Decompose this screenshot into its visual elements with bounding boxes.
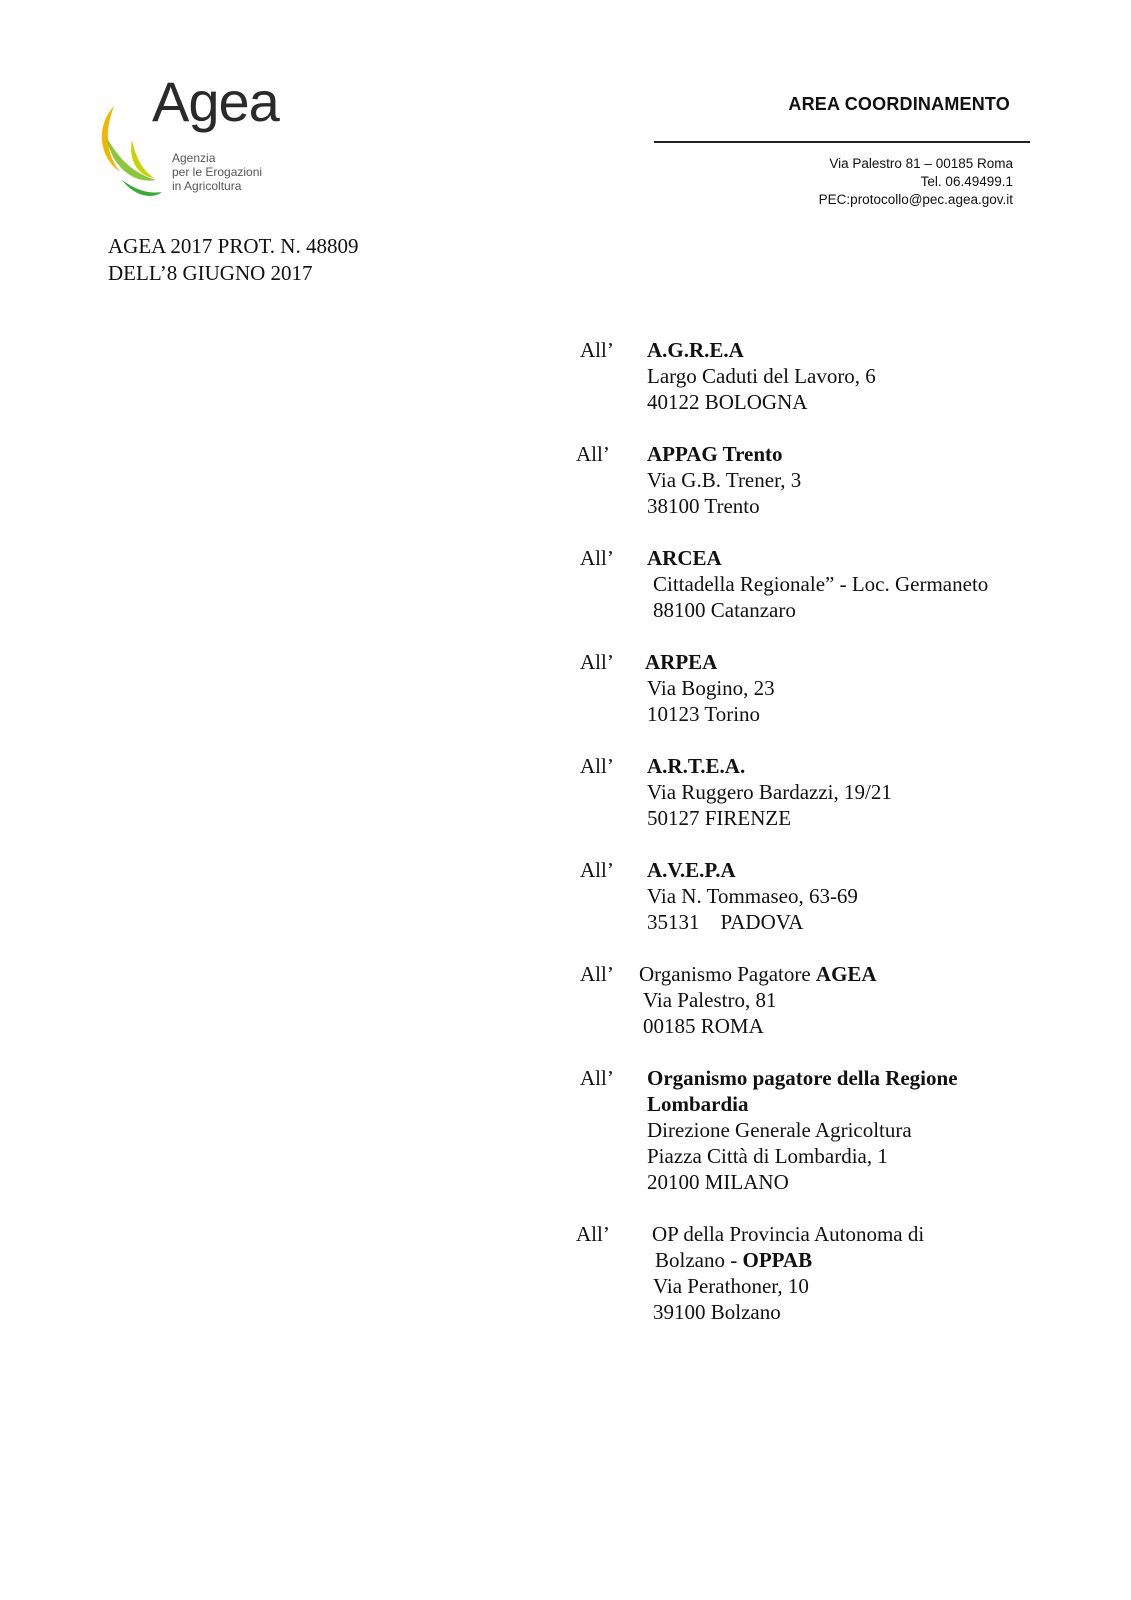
recipient-address: Via G.B. Trener, 3 <box>647 468 802 492</box>
recipient-artea <box>560 753 1080 831</box>
recipient-agea <box>560 961 1080 1039</box>
recipient-address: Via Bogino, 23 <box>647 676 775 700</box>
recipient-address: Via Perathoner, 10 <box>653 1274 809 1298</box>
recipient-agrea <box>560 337 1080 415</box>
recipient-city: 39100 Bolzano <box>653 1300 781 1324</box>
contact-block <box>819 155 1013 209</box>
contact-pec: PEC:protocollo@pec.agea.gov.it <box>818 192 1013 207</box>
recipient-city: 35131 PADOVA <box>647 910 804 934</box>
recipient-name-prefix: Organismo Pagatore <box>639 962 816 986</box>
recipient-name: ARPEA <box>645 650 718 674</box>
recipient-prefix: All’ <box>576 442 610 466</box>
recipient-prefix: All’ <box>576 1222 610 1246</box>
recipient-avepa <box>560 857 1080 935</box>
recipient-name: A.R.T.E.A. <box>647 754 746 778</box>
recipient-list <box>560 337 1080 1351</box>
recipient-city: 88100 Catanzaro <box>653 598 796 622</box>
logo-subtitle-line: per le Erogazioni <box>172 165 263 179</box>
recipient-prefix: All’ <box>580 1066 614 1090</box>
protocol-line: AGEA 2017 PROT. N. 48809 <box>108 234 359 258</box>
recipient-address: Via N. Tommaseo, 63-69 <box>647 884 858 908</box>
recipient-name-prefix: OP della Provincia Autonoma di <box>652 1222 925 1246</box>
recipient-address: Cittadella Regionale” - Loc. Germaneto <box>653 572 989 596</box>
header-divider <box>654 141 1030 143</box>
contact-address: Via Palestro 81 – 00185 Roma <box>829 156 1013 171</box>
logo-subtitle-line: Agenzia <box>172 151 216 165</box>
recipient-oppab <box>560 1221 1080 1325</box>
agea-logo <box>92 70 279 206</box>
recipient-name: OPPAB <box>742 1248 813 1272</box>
recipient-address: Via Ruggero Bardazzi, 19/21 <box>647 780 892 804</box>
logo-subtitle <box>172 151 262 193</box>
recipient-prefix: All’ <box>580 962 614 986</box>
logo-subtitle-line: in Agricoltura <box>172 179 242 193</box>
recipient-prefix: All’ <box>580 754 614 778</box>
recipient-name: AGEA <box>815 962 877 986</box>
recipient-appag <box>560 441 1080 519</box>
recipient-name: A.G.R.E.A <box>647 338 744 362</box>
recipient-prefix: All’ <box>580 650 614 674</box>
recipient-city: 20100 MILANO <box>647 1170 789 1194</box>
recipient-address: Via Palestro, 81 <box>643 988 777 1012</box>
area-title: AREA COORDINAMENTO <box>788 94 1010 114</box>
recipient-arpea <box>560 649 1080 727</box>
recipient-name: A.V.E.P.A <box>647 858 736 882</box>
protocol-date: DELL’8 GIUGNO 2017 <box>108 261 313 285</box>
recipient-name-prefix-2: Bolzano - <box>655 1248 743 1272</box>
recipient-name-line <box>652 1247 1080 1273</box>
recipient-city: 40122 BOLOGNA <box>647 390 808 414</box>
recipient-prefix: All’ <box>580 858 614 882</box>
recipient-arcea <box>560 545 1080 623</box>
contact-tel: Tel. 06.49499.1 <box>920 174 1013 189</box>
recipient-address: Largo Caduti del Lavoro, 6 <box>647 364 876 388</box>
recipient-address: Piazza Città di Lombardia, 1 <box>647 1144 888 1168</box>
recipient-city: 10123 Torino <box>647 702 761 726</box>
recipient-city: 00185 ROMA <box>643 1014 764 1038</box>
protocol-reference <box>108 233 358 287</box>
recipient-prefix: All’ <box>580 338 614 362</box>
recipient-department: Direzione Generale Agricoltura <box>647 1118 912 1142</box>
recipient-name: APPAG Trento <box>647 442 783 466</box>
recipient-lombardia <box>560 1065 1080 1195</box>
recipient-city: 50127 FIRENZE <box>647 806 792 830</box>
logo-wordmark: Agea <box>152 70 279 133</box>
recipient-city: 38100 Trento <box>647 494 760 518</box>
recipient-name-continued: Lombardia <box>647 1092 749 1116</box>
recipient-name: Organismo pagatore della Regione <box>647 1066 958 1090</box>
recipient-prefix: All’ <box>580 546 614 570</box>
recipient-name-line <box>639 961 1080 987</box>
recipient-name: ARCEA <box>647 546 722 570</box>
